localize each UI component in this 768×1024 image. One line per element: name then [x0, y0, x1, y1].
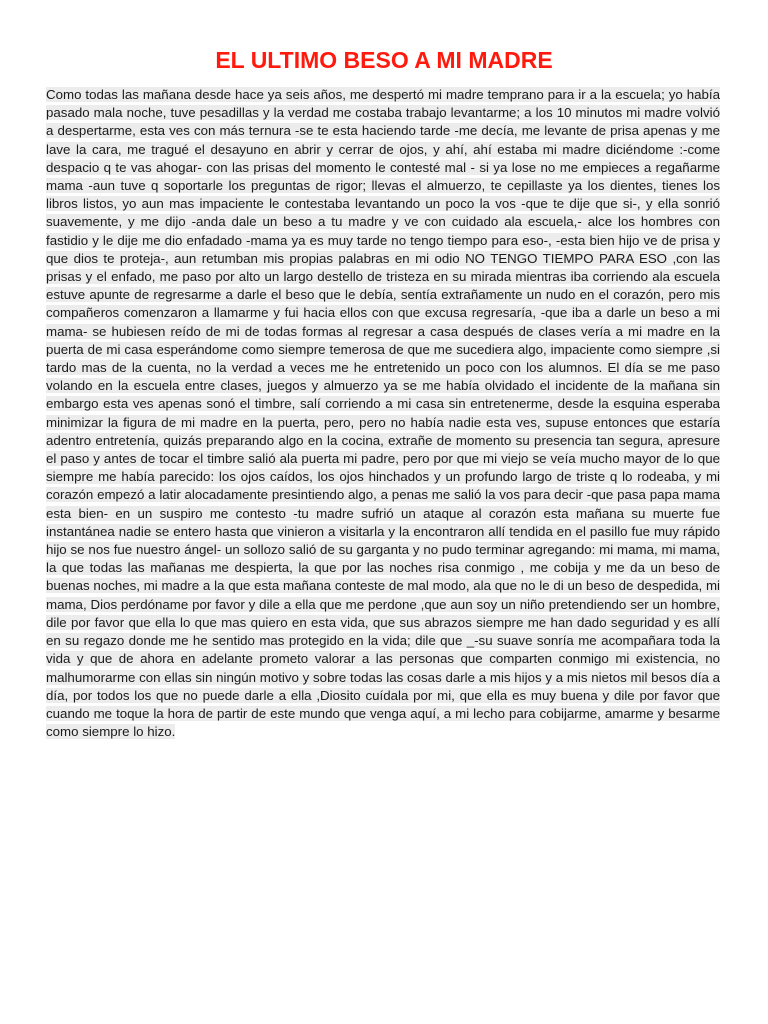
document-body: [46, 86, 720, 741]
document-body-text: Como todas las mañana desde hace ya seis años, me despertó mi madre temprano para ir a la escuela; yo había pasado mala noche, tuve pesadillas y la verdad me costaba trabajo levantarme; a los 10 minutos mi madre volvió a despertarme, esta ves con más ternura -se te esta haciendo tarde -me decía, me levante de prisa apenas y me lave la cara, me tragué el desayuno en abrir y cerrar de ojos, y ahí, ahí estaba mi madre diciéndome :-come despacio q te vas ahogar- con las prisas del momento le contesté mal - si ya lose no me empieces a regañarme mama -aun tuve q soportarle los preguntas de rigor; llevas el almuerzo, te cepillaste ya los dientes, tienes los libros listos, yo aun mas impaciente le contestaba levantando un poco la vos -que te dije que si-, y ella sonrió suavemente, y me dijo -anda dale un beso a tu madre y ve con cuidado ala escuela,- alce los hombres con fastidio y le dije me dio enfadado -mama ya es muy tarde no tengo tiempo para eso-, -esta bien hijo ve de prisa y que dios te proteja-, aun retumban mis propias palabras en mi odio NO TENGO TIEMPO PARA ESO ,con las prisas y el enfado, me paso por alto un largo destello de tristeza en su mirada mientras iba corriendo ala escuela estuve apunte de regresarme a darle el beso que le debía, sentía extrañamente un nudo en el corazón, pero mis compañeros comenzaron a llamarme y fui hacia ellos con que excusa regresaría, -que iba a darle un beso a mi mama- se hubiesen reído de mi de todas formas al regresar a casa después de clases vería a mi madre en la puerta de mi casa esperándome como siempre temerosa de que me sucediera algo, impaciente como siempre ,si tardo mas de la cuenta, no la verdad a veces me he entretenido un poco con los alumnos. El día se me paso volando en la escuela entre clases, juegos y almuerzo ya se me había olvidado el incidente de la mañana sin embargo esta ves apenas sonó el timbre, salí corriendo a mi casa sin entretenerme, desde la esquina esperaba minimizar la figura de mi madre en la puerta, pero, pero no había nadie esta ves, supuse entonces que estaría adentro entretenía, quizás preparando algo en la cocina, extrañe de momento su presencia tan segura, apresure el paso y antes de tocar el timbre salió ala puerta mi padre, pero por que mi viejo se veía mucho mayor de lo que siempre me había parecido: los ojos caídos, los ojos hinchados y un profundo largo de triste q lo rodeaba, y mi corazón empezó a latir alocadamente presintiendo algo, a penas me salió la vos para decir -que pasa papa mama esta bien- en un suspiro me contesto -tu madre sufrió un ataque al corazón esta mañana su muerte fue instantánea nadie se entero hasta que vinieron a visitarla y la encontraron allí tendida en el pasillo fue muy rápido hijo se nos fue nuestro ángel- un sollozo salió de su garganta y no pudo terminar agregando: mi mama, mi mama, la que todas las mañanas me despierta, la que por las noches risa conmigo , me cobija y me da un beso de buenas noches, mi madre a la que esta mañana conteste de mal modo, ala que no le di un beso de despedida, mi mama, Dios perdóname por favor y dile a ella que me perdone ,que aun soy un niño pretendiendo ser un hombre, dile por favor que ella lo que mas quiero en esta vida, que sus abrazos siempre me han dado seguridad y es allí en su regazo donde me he sentido mas protegido en la vida; dile que _-su suave sonría me acompañara toda la vida y que de ahora en adelante prometo valorar a las personas que comparten conmigo mi existencia, no malhumorarme con ellas sin ningún motivo y sobre todas las cosas darle a mis hijos y a mis nietos mil besos día a día, por todos los que no puede darle a ella ,Diosito cuídala por mi, que ella es muy buena y dile por favor que cuando me toque la hora de partir de este mundo que venga aquí, a mi lecho para cobijarme, amarme y besarme como siempre lo hizo.: [46, 87, 720, 740]
document-title: EL ULTIMO BESO A MI MADRE: [215, 47, 553, 73]
